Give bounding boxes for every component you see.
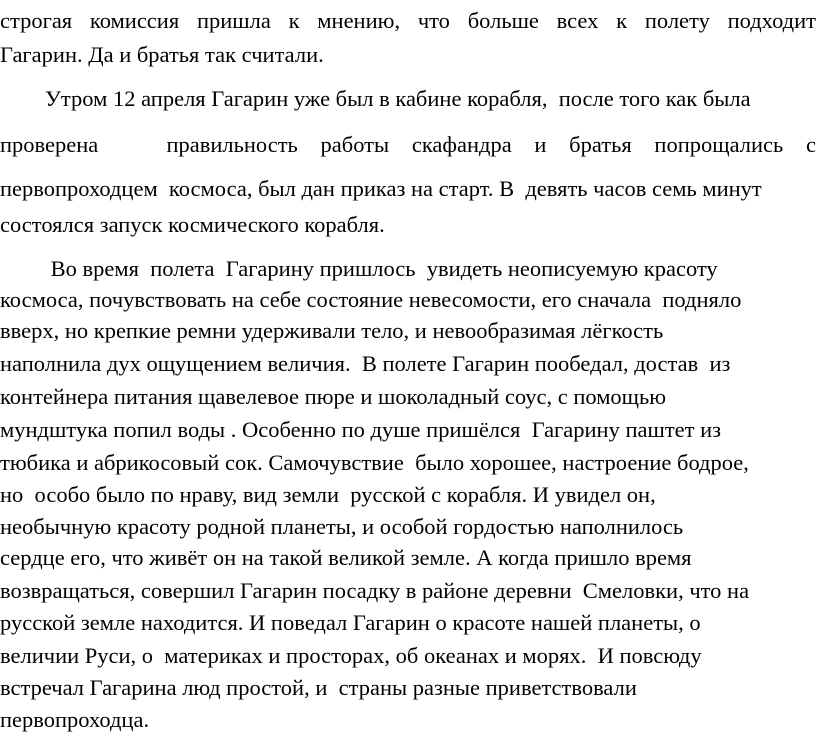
text-line: Во время полета Гагарину пришлось увидеть неописуемую красоту [0, 256, 718, 281]
text-line: русской земле находится. И поведал Гагарин о красоте нашей планеты, о [0, 610, 701, 635]
text-line: контейнера питания щавелевое пюре и шоколадный соус, с помощью [0, 384, 667, 409]
text-line: мундштука попил воды . Особенно по душе пришёлся Гагарину паштет из [0, 417, 722, 442]
text-line: Гагарин. Да и братья так считали. [0, 42, 324, 67]
text-line: космоса, почувствовать на себе состояние невесомости, его сначала подняло [0, 287, 742, 312]
text-line: строгая комиссия пришла к мнению, что больше всех к полету подходит [0, 8, 816, 33]
text-line: Утром 12 апреля Гагарин уже был в кабине корабля, после того как была [0, 86, 751, 111]
text-line: встречал Гагарина люд простой, и страны разные приветствовали [0, 675, 637, 700]
text-line: величии Руси, о материках и просторах, об океанах и морях. И повсюду [0, 643, 702, 668]
text-line: необычную красоту родной планеты, и особой гордостью наполнилось [0, 514, 684, 539]
text-line: тюбика и абрикосовый сок. Самочувствие было хорошее, настроение бодрое, [0, 450, 749, 475]
text-line: первопроходца. [0, 707, 150, 732]
text-line: первопроходцем космоса, был дан приказ на старт. В девять часов семь минут [0, 176, 762, 201]
text-line: сердце его, что живёт он на такой великой земле. А когда пришло время [0, 545, 692, 570]
text-line: наполнила дух ощущением величия. В полете Гагарин пообедал, достав из [0, 351, 731, 376]
text-line: но особо было по нраву, вид земли русской с корабля. И увидел он, [0, 482, 656, 507]
text-line: вверх, но крепкие ремни удерживали тело, и невообразимая лёгкость [0, 318, 664, 343]
text-line: состоялся запуск космического корабля. [0, 212, 385, 237]
text-line: возвращаться, совершил Гагарин посадку в районе деревни Смеловки, что на [0, 578, 750, 603]
text-line: проверена правильность работы скафандра и братья попрощались с [0, 132, 816, 157]
